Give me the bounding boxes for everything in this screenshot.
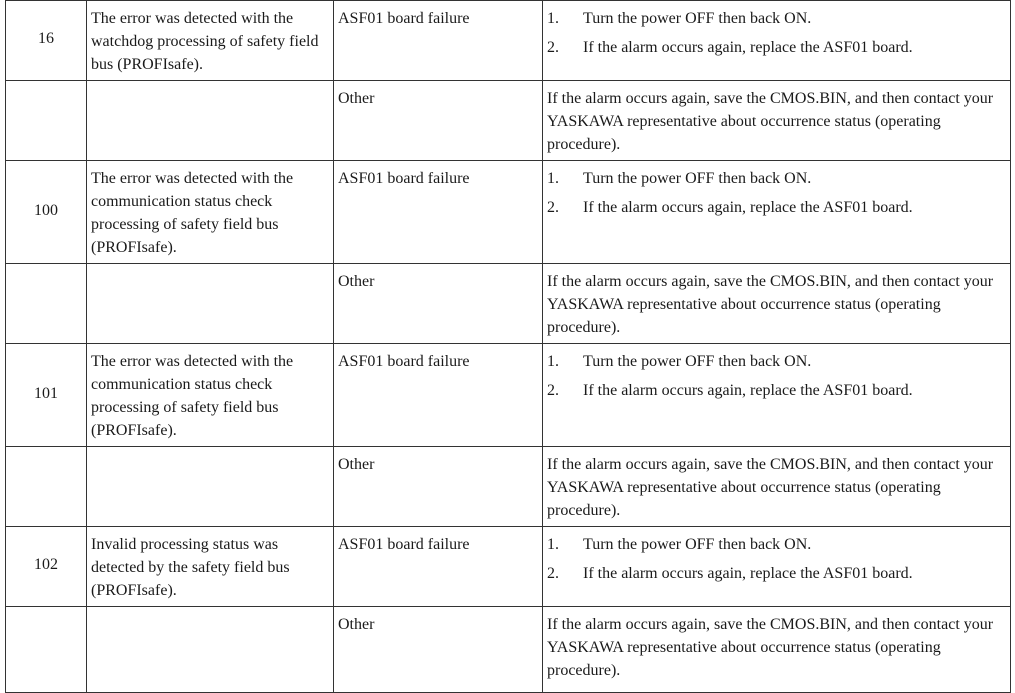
action-step — [547, 533, 1006, 556]
step-number: 1. — [547, 10, 559, 27]
step-text: Turn the power OFF then back ON. — [583, 536, 812, 553]
description: The error was detected with the communication status check processing of safety field bus (PROFIsafe). — [91, 170, 294, 256]
action-text: If the alarm occurs again, save the CMOS.BIN, and then contact your YASKAWA representative about occurrence status (operating procedure). — [547, 273, 994, 336]
cause: Other — [338, 273, 375, 290]
sub-code: 101 — [34, 384, 58, 402]
cause-cell — [334, 527, 543, 607]
step-number: 2. — [547, 565, 559, 582]
action-step — [547, 196, 1006, 219]
action-steps — [547, 533, 1006, 585]
table-row — [6, 447, 1011, 527]
sub-code-cell — [6, 527, 87, 607]
step-number: 2. — [547, 382, 559, 399]
action-cell — [543, 447, 1011, 527]
sub-code: 16 — [38, 30, 54, 47]
action-steps — [547, 167, 1006, 219]
description-cell — [87, 1, 334, 81]
action-steps — [547, 350, 1006, 402]
sub-code-cell — [6, 344, 87, 447]
step-number: 2. — [547, 39, 559, 56]
action-cell — [543, 607, 1011, 693]
cause-cell — [334, 1, 543, 81]
step-text: Turn the power OFF then back ON. — [583, 170, 812, 187]
step-number: 1. — [547, 536, 559, 553]
alarm-table — [5, 0, 1011, 693]
description-cell — [87, 344, 334, 447]
description-cell — [87, 264, 334, 344]
step-text: Turn the power OFF then back ON. — [583, 353, 812, 370]
table-row — [6, 527, 1011, 607]
description-cell — [87, 161, 334, 264]
table-row — [6, 344, 1011, 447]
table-row — [6, 161, 1011, 264]
step-number: 2. — [547, 199, 559, 216]
sub-code: 100 — [34, 201, 58, 219]
action-step — [547, 350, 1006, 373]
cause: ASF01 board failure — [338, 170, 470, 187]
action-step — [547, 379, 1006, 402]
description-cell — [87, 447, 334, 527]
sub-code-cell — [6, 161, 87, 264]
cause-cell — [334, 447, 543, 527]
description-cell — [87, 607, 334, 693]
table-row — [6, 264, 1011, 344]
action-text: If the alarm occurs again, save the CMOS.BIN, and then contact your YASKAWA representative about occurrence status (operating procedure). — [547, 456, 994, 519]
action-cell — [543, 344, 1011, 447]
step-text: Turn the power OFF then back ON. — [583, 10, 812, 27]
sub-code-cell — [6, 1, 87, 81]
action-cell — [543, 264, 1011, 344]
action-step — [547, 7, 1006, 30]
table-row — [6, 1, 1011, 81]
action-cell — [543, 161, 1011, 264]
sub-code-cell — [6, 607, 87, 693]
step-text: If the alarm occurs again, replace the ASF01 board. — [583, 199, 913, 216]
cause-cell — [334, 161, 543, 264]
action-step — [547, 562, 1006, 585]
step-number: 1. — [547, 170, 559, 187]
action-step — [547, 167, 1006, 190]
cause-cell — [334, 344, 543, 447]
table-row — [6, 607, 1011, 693]
cause: Other — [338, 456, 375, 473]
action-cell — [543, 81, 1011, 161]
action-steps — [547, 7, 1006, 59]
sub-code: 102 — [34, 556, 58, 573]
cause: Other — [338, 616, 375, 633]
cause-cell — [334, 81, 543, 161]
sub-code-cell — [6, 447, 87, 527]
cause-cell — [334, 607, 543, 693]
action-step — [547, 36, 1006, 59]
description-cell — [87, 81, 334, 161]
description-cell — [87, 527, 334, 607]
action-cell — [543, 527, 1011, 607]
step-text: If the alarm occurs again, replace the ASF01 board. — [583, 565, 913, 582]
cause: ASF01 board failure — [338, 536, 470, 553]
sub-code-cell — [6, 81, 87, 161]
action-cell — [543, 1, 1011, 81]
step-number: 1. — [547, 353, 559, 370]
description: The error was detected with the watchdog processing of safety field bus (PROFIsafe). — [91, 10, 319, 73]
step-text: If the alarm occurs again, replace the ASF01 board. — [583, 382, 913, 399]
cause: Other — [338, 90, 375, 107]
cause: ASF01 board failure — [338, 10, 470, 27]
sub-code-cell — [6, 264, 87, 344]
action-text: If the alarm occurs again, save the CMOS.BIN, and then contact your YASKAWA representative about occurrence status (operating procedure). — [547, 616, 994, 679]
description: The error was detected with the communication status check processing of safety field bus (PROFIsafe). — [91, 353, 294, 439]
cause-cell — [334, 264, 543, 344]
action-text: If the alarm occurs again, save the CMOS.BIN, and then contact your YASKAWA representative about occurrence status (operating procedure). — [547, 90, 994, 153]
cause: ASF01 board failure — [338, 353, 470, 370]
step-text: If the alarm occurs again, replace the ASF01 board. — [583, 39, 913, 56]
table-row — [6, 81, 1011, 161]
description: Invalid processing status was detected by the safety field bus (PROFIsafe). — [91, 536, 290, 599]
